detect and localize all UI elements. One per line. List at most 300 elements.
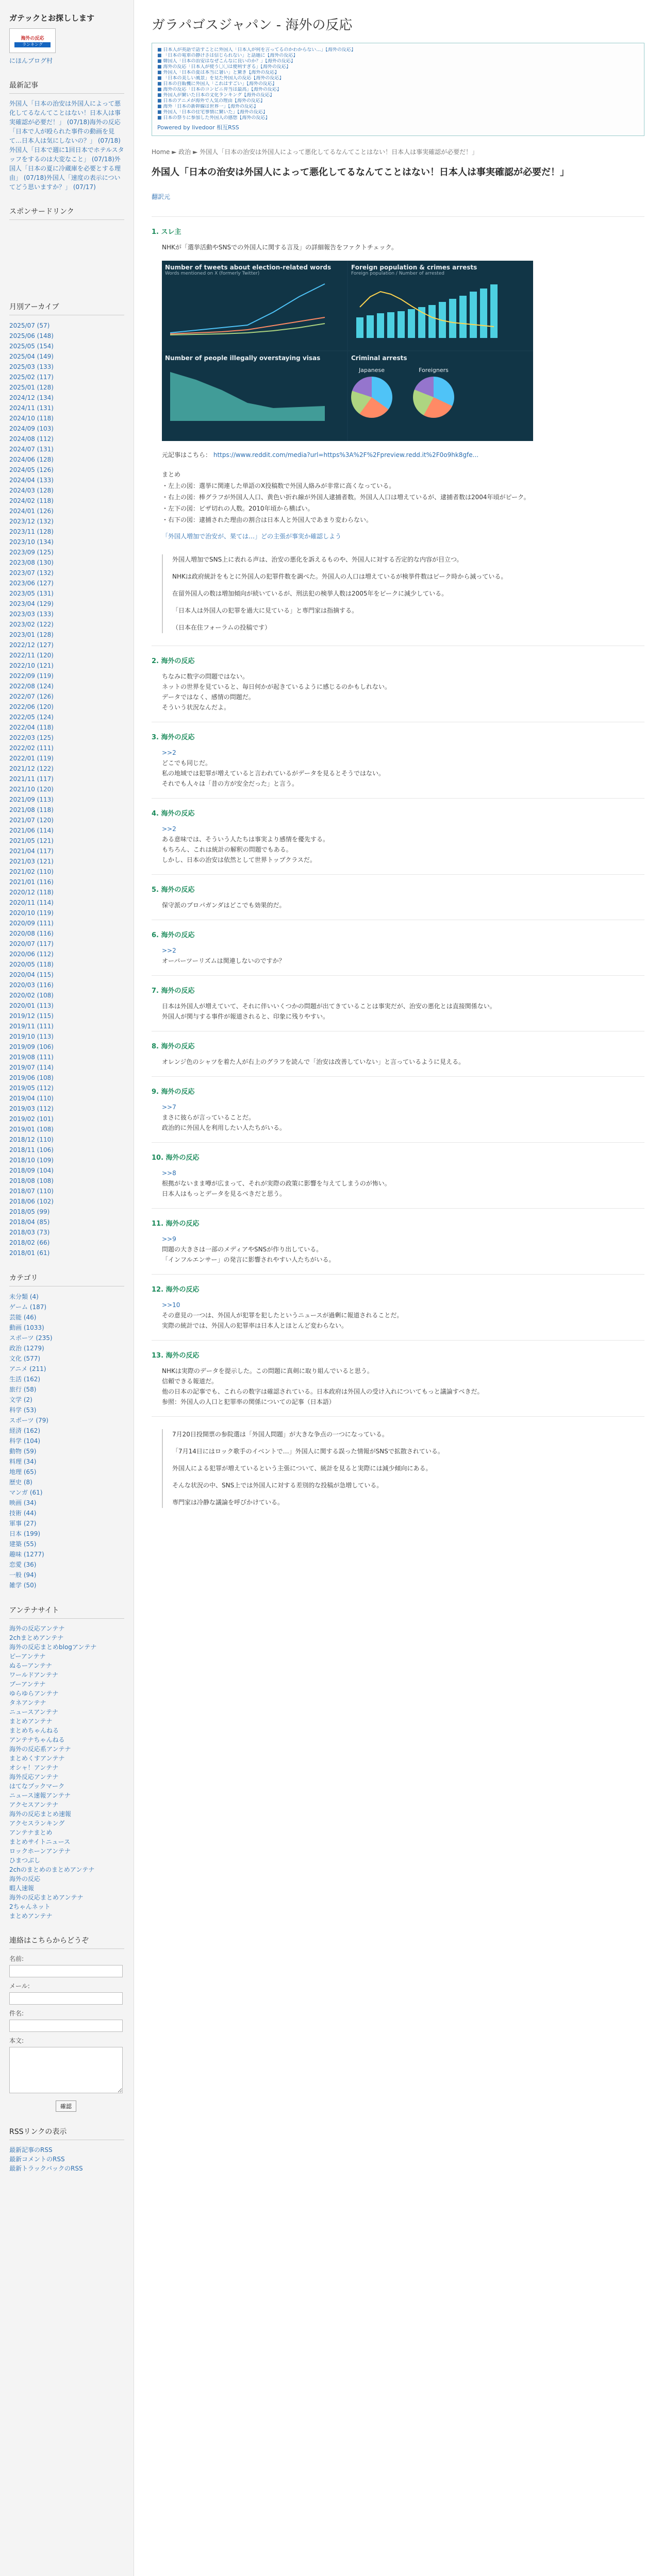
category-link[interactable]: アニメ (211) <box>9 1365 46 1372</box>
archive-link[interactable]: 2022/11 (120) <box>9 652 54 659</box>
category-link[interactable]: 軍事 (27) <box>9 1520 37 1527</box>
archive-link[interactable]: 2019/03 (112) <box>9 1105 54 1112</box>
recent-article-link[interactable]: 海外の反応「日本で人が殴られた事件の動画を見て…日本人は気にしないの？」 (07/18) <box>9 118 121 144</box>
category-link[interactable]: スポーツ (235) <box>9 1334 53 1342</box>
reply-ref-link[interactable]: >>9 <box>162 1235 176 1243</box>
comment-head: 10. 海外の反応 <box>152 1154 200 1162</box>
archive-link[interactable]: 2021/01 (116) <box>9 878 54 886</box>
ticker-item[interactable]: ■ 外国人「日本の夏は本当に暑い」と驚き【海外の反応】 <box>157 70 279 75</box>
quote-paragraph: 外国人増加でSNS上に表れる声は、治安の悪化を訴えるものや、外国人に対する否定的な内容が目立つ。 <box>172 556 463 563</box>
breadcrumb[interactable]: Home ► 政治 ► 外国人「日本の治安は外国人によって悪化してるなんてことはない！日本人は事実確認が必要だ！」 <box>152 148 478 156</box>
ticker-item[interactable]: ■ 海外「日本の新幹線は世界一」【海外の反応】 <box>157 104 258 109</box>
archive-link[interactable]: 2024/10 (118) <box>9 415 54 422</box>
comment-body <box>162 900 644 910</box>
archive-link[interactable]: 2021/03 (121) <box>9 858 54 865</box>
archive-link[interactable]: 2020/06 (112) <box>9 951 54 958</box>
archive-link[interactable]: 2024/11 (131) <box>9 404 54 412</box>
antenna-link[interactable]: ブーアンテナ <box>9 1681 46 1688</box>
quote-paragraph: （日本在住フォーラムの投稿です） <box>172 624 271 631</box>
antenna-link[interactable]: ピーアンテナ <box>9 1653 46 1660</box>
badge-label: 海外の反応 <box>21 36 44 41</box>
reply-ref-link[interactable]: >>2 <box>162 825 176 833</box>
archive-link[interactable]: 2018/10 (109) <box>9 1157 54 1164</box>
recent-article-link[interactable]: 外国人「日本の夏に冷蔵庫を必要とする理由」 (07/18) <box>9 156 121 181</box>
divider <box>152 1416 644 1417</box>
antenna-link[interactable]: オシャ！アンテナ <box>9 1764 59 1771</box>
ticker-item[interactable]: ■ 日本の自販機に外国人「これはすごい」【海外の反応】 <box>157 81 277 87</box>
archive-link[interactable]: 2023/05 (131) <box>9 590 54 597</box>
divider <box>152 1340 644 1341</box>
archive-link[interactable]: 2022/02 (111) <box>9 744 54 752</box>
category-link[interactable]: 動物 (59) <box>9 1448 37 1455</box>
quote-paragraph: NHKは政府統計をもとに外国人の犯罪件数を調べた。外国人の人口は増えているが検挙件数はピーク時から減っている。 <box>172 573 507 580</box>
quote-paragraph: 「日本人は外国人の犯罪を過大に見ている」と専門家は指摘する。 <box>172 607 358 614</box>
divider <box>152 874 644 875</box>
ticker-list <box>157 47 639 121</box>
rss-list <box>9 2145 124 2173</box>
overstay-area <box>165 362 335 423</box>
antenna-link[interactable]: アンテナちゃんねる <box>9 1736 65 1743</box>
rss-ticker <box>152 43 644 136</box>
archive-link[interactable]: 2023/07 (132) <box>9 569 54 577</box>
archive-link[interactable]: 2018/06 (102) <box>9 1198 54 1205</box>
quote-link-wrap <box>162 531 644 542</box>
category-link[interactable]: 動画 (1033) <box>9 1324 44 1331</box>
pie-japanese-icon <box>351 377 392 418</box>
archive-link[interactable]: 2025/03 (133) <box>9 363 54 370</box>
comment-head: 5. 海外の反応 <box>152 886 195 894</box>
ticker-item[interactable]: ■ 外国人が驚いた日本の文化ランキング【海外の反応】 <box>157 93 275 98</box>
archive-link[interactable]: 2022/08 (124) <box>9 683 54 690</box>
comment-line: その意見の一つは、外国人が犯罪を犯したというニュースが過剰に報道されることだ。 <box>162 1312 403 1319</box>
email-field[interactable] <box>9 1992 123 2005</box>
recent-article-link[interactable]: 外国人「日本の治安は外国人によって悪化してるなんてことはない！日本人は事実確認が必要だ！」 (07/18) <box>9 100 121 126</box>
comment-line: まさに彼らが言っていることだ。 <box>162 1114 255 1121</box>
category-link[interactable]: 科学 (53) <box>9 1406 37 1414</box>
category-link[interactable]: 歴史 (8) <box>9 1479 32 1486</box>
ticker-item[interactable]: ■ 日本の祭りに参加した外国人の感想【海外の反応】 <box>157 115 270 121</box>
comment-line: NHKは実際のデータを提示した。この問題に真剣に取り組んでいると思う。 <box>162 1367 373 1375</box>
archive-link[interactable]: 2022/07 (126) <box>9 693 54 700</box>
divider <box>152 798 644 799</box>
comment-line: 外国人が関与する事件が報道されると、印象に残りやすい。 <box>162 1013 329 1020</box>
archive-link[interactable]: 2024/09 (103) <box>9 425 54 432</box>
comment-head: 13. 海外の反応 <box>152 1352 200 1360</box>
antenna-link[interactable]: ニュースアンテナ <box>9 1708 58 1716</box>
archive-link[interactable]: 2023/08 (130) <box>9 559 54 566</box>
op-intro: NHKが「選挙活動やSNSでの外国人に関する言及」の詳細報告をファクトチェック。 <box>162 244 398 251</box>
antenna-link[interactable]: まとめアンテナ <box>9 1912 53 1920</box>
antenna-link[interactable]: まとめちゃんねる <box>9 1727 59 1734</box>
reddit-source <box>162 449 644 461</box>
comment-body <box>162 1168 644 1199</box>
badge-bar: ランキング <box>14 42 51 47</box>
form-mail-label: メール: <box>9 1982 30 1990</box>
antenna-link[interactable]: 海外の反応 <box>9 1875 41 1883</box>
summary-item: ・右下の図：逮捕された理由の割合は日本人と外国人であまり変わらない。 <box>162 516 373 523</box>
ranking-badge[interactable] <box>9 28 56 53</box>
antenna-link[interactable]: ひまつぶし <box>9 1857 41 1864</box>
category-section <box>9 1273 124 1590</box>
reddit-label: 元記事はこちら： <box>162 451 212 459</box>
antenna-link[interactable]: まとめくすアンテナ <box>9 1755 65 1762</box>
archive-title: 月別アーカイブ <box>9 301 124 315</box>
category-link[interactable]: 文化 (577) <box>9 1355 41 1362</box>
recent-article-link[interactable]: 外国人「日本で週に1回日本でホテルスタッフをするのは大変なこと」 (07/18) <box>9 146 124 163</box>
comment-head: 7. 海外の反応 <box>152 987 195 995</box>
comment-line: 保守派のプロパガンダはどこでも効果的だ。 <box>162 902 286 909</box>
category-link[interactable]: 一般 (94) <box>9 1571 37 1579</box>
summary-title: まとめ <box>162 471 181 478</box>
archive-link[interactable]: 2018/04 (85) <box>9 1218 50 1226</box>
comment-body <box>162 824 644 865</box>
long-quote-paragraph: そんな状況の中、SNS上では外国人に対する差別的な投稿が急増している。 <box>172 1482 383 1489</box>
comment-body <box>162 1001 644 1022</box>
archive-link[interactable]: 2025/06 (148) <box>9 332 54 340</box>
antenna-link[interactable]: 海外の反応アンテナ <box>9 1625 65 1632</box>
chart-foreign-title: Foreign population & crimes arrests <box>351 264 477 271</box>
comment-body <box>162 1234 644 1265</box>
archive-link[interactable]: 2022/09 (119) <box>9 672 54 680</box>
archive-link[interactable]: 2025/07 (57) <box>9 322 50 329</box>
antenna-section <box>9 1605 124 1921</box>
category-link[interactable]: ゲーム (187) <box>9 1303 47 1311</box>
archive-link[interactable]: 2019/01 (108) <box>9 1126 54 1133</box>
category-link[interactable]: スポーツ (79) <box>9 1417 48 1424</box>
archive-link[interactable]: 2018/03 (73) <box>9 1229 50 1236</box>
archive-link[interactable]: 2018/09 (104) <box>9 1167 54 1174</box>
antenna-link[interactable]: 2chのまとめのまとめアンテナ <box>9 1866 95 1873</box>
archive-link[interactable]: 2019/02 (101) <box>9 1115 54 1123</box>
divider <box>152 1208 644 1209</box>
contact-title: 連絡はこちらからどうぞ <box>9 1935 124 1949</box>
antenna-link[interactable]: 2ちゃんネット <box>9 1903 51 1910</box>
comment-head: 2. 海外の反応 <box>152 657 195 665</box>
archive-link[interactable]: 2020/01 (113) <box>9 1002 54 1009</box>
summary-item: ・左下の図：ビザ切れの人数。2010年頃から横ばい。 <box>162 505 314 512</box>
archive-link[interactable]: 2023/03 (133) <box>9 611 54 618</box>
article-title: 外国人「日本の治安は外国人によって悪化してるなんてことはない！日本人は事実確認が必要だ！」 <box>152 167 569 178</box>
recent-title: 最新記事 <box>9 80 124 94</box>
category-link[interactable]: 科学 (104) <box>9 1437 41 1445</box>
blog-village-link[interactable]: にほんブログ村 <box>9 57 53 64</box>
antenna-link[interactable]: はてなブックマーク <box>9 1783 65 1790</box>
reply-ref-link[interactable]: >>2 <box>162 947 176 954</box>
antenna-title: アンテナサイト <box>9 1605 124 1619</box>
archive-link[interactable]: 2023/11 (128) <box>9 528 54 535</box>
archive-link[interactable]: 2024/04 (133) <box>9 477 54 484</box>
long-quote-block <box>162 1429 644 1508</box>
archive-link[interactable]: 2024/05 (126) <box>9 466 54 473</box>
rss-link[interactable]: 最新コメントのRSS <box>9 2156 65 2163</box>
recent-article-link[interactable]: 外国人「速度の表示についてどう思いますか？」 (07/17) <box>9 174 121 191</box>
recommend-title: ガテックとお探しします <box>9 13 95 23</box>
archive-link[interactable]: 2022/10 (121) <box>9 662 54 669</box>
archive-link[interactable]: 2021/11 (117) <box>9 775 54 783</box>
archive-link[interactable]: 2025/01 (128) <box>9 384 54 391</box>
translator-link[interactable]: 翻訳元 <box>152 193 171 200</box>
archive-link[interactable]: 2019/05 (112) <box>9 1084 54 1092</box>
archive-link[interactable]: 2019/11 (111) <box>9 1023 54 1030</box>
ticker-item[interactable]: ■ 韓国人「日本の治安はなぜこんなに良いのか？」【海外の反応】 <box>157 59 295 64</box>
category-link[interactable]: 映画 (34) <box>9 1499 37 1506</box>
comment-line: 参照：外国人の人口と犯罪率の関係についての記事（日本語） <box>162 1398 335 1405</box>
archive-link[interactable]: 2023/04 (129) <box>9 600 54 607</box>
foreign-bars <box>351 276 521 338</box>
archive-link[interactable]: 2021/08 (118) <box>9 806 54 814</box>
antenna-link[interactable]: ワールドアンテナ <box>9 1671 58 1679</box>
archive-link[interactable]: 2019/10 (113) <box>9 1033 54 1040</box>
rss-title: RSSリンクの表示 <box>9 2126 124 2140</box>
long-quote-paragraph: 7月20日投開票の参院選は「外国人問題」が大きな争点の一つになっている。 <box>172 1431 388 1438</box>
reply-ref-link[interactable]: >>7 <box>162 1104 176 1111</box>
archive-link[interactable]: 2018/12 (110) <box>9 1136 54 1143</box>
antenna-link[interactable]: ニュース速報アンテナ <box>9 1792 71 1799</box>
category-link[interactable]: 文学 (2) <box>9 1396 32 1403</box>
archive-link[interactable]: 2024/01 (126) <box>9 507 54 515</box>
antenna-link[interactable]: アクセスランキング <box>9 1820 65 1827</box>
category-link[interactable]: 雑学 (50) <box>9 1582 37 1589</box>
comment-head: 11. 海外の反応 <box>152 1220 200 1228</box>
chart-overstay <box>162 351 347 441</box>
archive-link[interactable]: 2020/02 (108) <box>9 992 54 999</box>
antenna-link[interactable]: 海外の反応まとめ速報 <box>9 1810 72 1818</box>
archive-link[interactable]: 2018/02 (66) <box>9 1239 50 1246</box>
archive-link[interactable]: 2023/10 (134) <box>9 538 54 546</box>
archive-link[interactable]: 2018/08 (108) <box>9 1177 54 1184</box>
archive-link[interactable]: 2021/07 (120) <box>9 817 54 824</box>
chart-overstay-title: Number of people illegally overstaying visas <box>165 354 321 362</box>
antenna-link[interactable]: 海外の反応系アンテナ <box>9 1745 71 1753</box>
comment-body <box>162 1300 644 1331</box>
antenna-link[interactable]: ゆらゆらアンテナ <box>9 1690 59 1697</box>
comment-head: 4. 海外の反応 <box>152 810 195 818</box>
summary <box>162 469 644 526</box>
pie-foreigners <box>413 367 454 418</box>
comment-body <box>162 945 644 966</box>
comment-line: ちなみに数字の問題ではない。 <box>162 673 249 680</box>
category-link[interactable]: 旅行 (58) <box>9 1386 37 1393</box>
category-link[interactable]: 生活 (162) <box>9 1376 41 1383</box>
name-field[interactable] <box>9 1965 123 1977</box>
antenna-link[interactable]: 暇人速報 <box>9 1885 35 1892</box>
divider <box>152 1142 644 1143</box>
archive-link[interactable]: 2020/07 (117) <box>9 940 54 947</box>
archive-link[interactable]: 2021/09 (113) <box>9 796 54 803</box>
archive-link[interactable]: 2023/01 (128) <box>9 631 54 638</box>
archive-link[interactable]: 2022/01 (119) <box>9 755 54 762</box>
archive-link[interactable]: 2020/03 (116) <box>9 981 54 989</box>
comment-line: それでも人々は「昔の方が安全だった」と言う。 <box>162 780 299 787</box>
ticker-item[interactable]: ■ 海外の反応「日本のコンビニ弁当は最高」【海外の反応】 <box>157 87 282 92</box>
archive-link[interactable]: 2019/06 (108) <box>9 1074 54 1081</box>
antenna-link[interactable]: 海外反応アンテナ <box>9 1773 59 1781</box>
divider <box>152 975 644 976</box>
archive-section <box>9 301 124 1258</box>
antenna-link[interactable]: 2chまとめアンテナ <box>9 1634 64 1641</box>
archive-link[interactable]: 2023/12 (132) <box>9 518 54 525</box>
category-link[interactable]: 趣味 (1277) <box>9 1551 44 1558</box>
chart-tweets-title: Number of tweets about election-related words <box>165 264 332 271</box>
archive-link[interactable]: 2022/03 (125) <box>9 734 54 741</box>
comment-line: 実際の統計では、外国人の犯罪率は日本人とほとんど変わらない。 <box>162 1322 348 1329</box>
comment-line: しかし、日本の治安は依然として世界トップクラスだ。 <box>162 856 316 863</box>
chart-arrests <box>348 351 533 441</box>
archive-link[interactable]: 2021/02 (110) <box>9 868 54 875</box>
chart-foreign-sub: Foreign population / Number of arrested <box>351 271 444 276</box>
archive-link[interactable]: 2024/06 (128) <box>9 456 54 463</box>
category-link[interactable]: 日本 (199) <box>9 1530 41 1537</box>
rss-link[interactable]: 最新記事のRSS <box>9 2146 53 2154</box>
archive-link[interactable]: 2025/05 (154) <box>9 343 54 350</box>
archive-link[interactable]: 2018/07 (110) <box>9 1188 54 1195</box>
powered-by[interactable]: Powered by livedoor 相互RSS <box>157 124 239 131</box>
antenna-link[interactable]: タネアンテナ <box>9 1699 46 1706</box>
ticker-item[interactable]: ■ 外国人「日本の住宅事情に驚いた」【海外の反応】 <box>157 110 268 115</box>
form-name-label: 名前: <box>9 1955 24 1962</box>
archive-link[interactable]: 2021/10 (120) <box>9 786 54 793</box>
archive-list <box>9 320 124 1258</box>
antenna-link[interactable]: ぬるーアンテナ <box>9 1662 52 1669</box>
subject-field[interactable] <box>9 2020 123 2032</box>
archive-link[interactable]: 2024/02 (118) <box>9 497 54 504</box>
arrest-pies <box>351 367 530 418</box>
archive-link[interactable]: 2020/04 (115) <box>9 971 54 978</box>
body-field[interactable] <box>9 2047 123 2093</box>
ticker-item[interactable]: ■ 日本のアニメが海外で人気の理由【海外の反応】 <box>157 98 265 104</box>
category-link[interactable]: 料理 (34) <box>9 1458 37 1465</box>
category-link[interactable]: 政治 (1279) <box>9 1345 44 1352</box>
antenna-link[interactable]: ロックホーンアンテナ <box>9 1848 71 1855</box>
op-head: 1. スレ主 <box>152 228 181 236</box>
archive-link[interactable]: 2020/09 (111) <box>9 920 54 927</box>
archive-link[interactable]: 2023/02 (122) <box>9 621 54 628</box>
category-link[interactable]: 芸能 (46) <box>9 1314 37 1321</box>
archive-link[interactable]: 2019/08 (111) <box>9 1054 54 1061</box>
comment-line: 根拠がないまま噂が広まって、それが実際の政策に影響を与えてしまうのが怖い。 <box>162 1180 391 1187</box>
archive-link[interactable]: 2019/04 (110) <box>9 1095 54 1102</box>
comment-line: データではなく、感情の問題だ。 <box>162 693 255 701</box>
antenna-link[interactable]: アクセスアンテナ <box>9 1801 59 1808</box>
divider <box>152 1274 644 1275</box>
archive-link[interactable]: 2022/12 (127) <box>9 641 54 649</box>
archive-link[interactable]: 2021/04 (117) <box>9 848 54 855</box>
archive-link[interactable]: 2020/12 (118) <box>9 889 54 896</box>
quote-link[interactable]: 「外国人増加で治安が、果ては…」どの主張が事実か確認しよう <box>162 533 342 540</box>
sponsored-title: スポンサードリンク <box>9 206 124 220</box>
reddit-url[interactable]: https://www.reddit.com/media?url=https%3A%2F%2Fpreview.redd.it%2F0o9hk8gfe... <box>213 451 479 459</box>
comment-head: 12. 海外の反応 <box>152 1286 200 1294</box>
category-link[interactable]: 未分類 (4) <box>9 1293 39 1300</box>
archive-link[interactable]: 2025/02 (117) <box>9 374 54 381</box>
rss-link[interactable]: 最新トラックバックのRSS <box>9 2165 83 2172</box>
long-quote-paragraph: 「7月14日にはロック歌手のイベントで…」外国人に関する誤った情報がSNSで拡散されている。 <box>172 1448 444 1455</box>
archive-link[interactable]: 2024/07 (131) <box>9 446 54 453</box>
nhk-chart-image <box>162 261 533 441</box>
archive-link[interactable]: 2020/11 (114) <box>9 899 54 906</box>
category-link[interactable]: 地理 (65) <box>9 1468 37 1476</box>
archive-link[interactable]: 2021/06 (114) <box>9 827 54 834</box>
category-link[interactable]: 技術 (44) <box>9 1510 37 1517</box>
comment-line: ある意味では、そういう人たちは事実より感情を優先する。 <box>162 836 329 843</box>
long-quote-paragraph: 外国人による犯罪が増えているという主張について、統計を見ると実際には減少傾向にある。 <box>172 1465 432 1472</box>
antenna-link[interactable]: 海外の反応まとめアンテナ <box>9 1894 84 1901</box>
tweets-lines <box>165 276 335 338</box>
archive-link[interactable]: 2019/12 (115) <box>9 1012 54 1020</box>
comment-body <box>162 1366 644 1407</box>
reply-ref-link[interactable]: >>10 <box>162 1301 180 1309</box>
comment-body <box>162 748 644 789</box>
submit-button[interactable]: 確認 <box>56 2100 76 2112</box>
quote-paragraph: 在留外国人の数は増加傾向が続いているが、刑法犯の検挙人数は2005年をピークに減少している。 <box>172 590 448 597</box>
archive-link[interactable]: 2025/04 (149) <box>9 353 54 360</box>
archive-link[interactable]: 2018/01 (61) <box>9 1249 50 1257</box>
archive-link[interactable]: 2018/11 (106) <box>9 1146 54 1154</box>
nhk-quote-block <box>162 554 644 633</box>
category-link[interactable]: 恋愛 (36) <box>9 1561 37 1568</box>
archive-link[interactable]: 2020/08 (116) <box>9 930 54 937</box>
archive-link[interactable]: 2022/04 (118) <box>9 724 54 731</box>
contact-section <box>9 1935 124 2112</box>
comment-head: 3. 海外の反応 <box>152 734 195 741</box>
antenna-link[interactable]: まとめサイトニュース <box>9 1838 71 1845</box>
comment-list <box>152 655 644 1417</box>
site-title[interactable]: ガラパゴスジャパン - 海外の反応 <box>152 18 353 33</box>
pie-japanese <box>351 367 392 418</box>
ticker-item[interactable]: ■ 「日本の電車の静けさは信じられない」と話題に【海外の反応】 <box>157 53 298 58</box>
archive-link[interactable]: 2021/05 (121) <box>9 837 54 844</box>
antenna-link[interactable]: アンテナまとめ <box>9 1829 53 1836</box>
comment-line: 他の日本の記事でも、これらの数字は確認されている。日本政府は外国人の受け入れについてもっと議論すべきだ。 <box>162 1388 484 1395</box>
main-content <box>134 0 662 2576</box>
pie-foreigners-label: Foreigners <box>419 367 449 374</box>
comment-line: 政治的に外国人を利用したい人たちがいる。 <box>162 1124 286 1131</box>
archive-link[interactable]: 2022/06 (120) <box>9 703 54 710</box>
chart-arrests-title: Criminal arrests <box>351 354 407 362</box>
archive-link[interactable]: 2021/12 (122) <box>9 765 54 772</box>
sponsored-section <box>9 206 124 287</box>
archive-link[interactable]: 2019/07 (114) <box>9 1064 54 1071</box>
category-list <box>9 1292 124 1590</box>
long-quote-paragraph: 専門家は冷静な議論を呼びかけている。 <box>172 1499 284 1506</box>
ticker-item[interactable]: ■ 海外の反応「日本人が使う〇〇は便利すぎる」【海外の反応】 <box>157 64 291 70</box>
archive-link[interactable]: 2024/12 (134) <box>9 394 54 401</box>
ticker-item[interactable]: ■ 「日本の美しい風景」を見た外国人の反応【海外の反応】 <box>157 76 284 81</box>
antenna-list <box>9 1624 124 1921</box>
reply-ref-link[interactable]: >>8 <box>162 1170 176 1177</box>
archive-link[interactable]: 2024/03 (128) <box>9 487 54 494</box>
ticker-item[interactable]: ■ 日本人が英語で話すことに外国人「日本人が何を言ってるのかわからない…」【海外の反応】 <box>157 47 356 53</box>
archive-link[interactable]: 2020/05 (118) <box>9 961 54 968</box>
category-link[interactable]: 経済 (162) <box>9 1427 41 1434</box>
archive-link[interactable]: 2023/09 (125) <box>9 549 54 556</box>
reply-ref-link[interactable]: >>2 <box>162 749 176 756</box>
archive-link[interactable]: 2018/05 (99) <box>9 1208 50 1215</box>
category-link[interactable]: マンガ (61) <box>9 1489 43 1496</box>
archive-link[interactable]: 2024/08 (112) <box>9 435 54 443</box>
antenna-link[interactable]: 海外の反応まとめblogアンテナ <box>9 1643 97 1651</box>
summary-item: ・右上の図：棒グラフが外国人人口、黄色い折れ線が外国人逮捕者数。外国人人口は増えているが、逮捕者数は2004年頃がピーク。 <box>162 494 530 501</box>
comment-line: 私の地域では犯罪が増えていると言われているがデータを見るとそうではない。 <box>162 770 385 777</box>
archive-link[interactable]: 2019/09 (106) <box>9 1043 54 1050</box>
archive-link[interactable]: 2022/05 (124) <box>9 714 54 721</box>
archive-link[interactable]: 2023/06 (127) <box>9 580 54 587</box>
comment-line: 信頼できる報道だ。 <box>162 1378 218 1385</box>
category-link[interactable]: 建築 (55) <box>9 1540 37 1548</box>
archive-link[interactable]: 2020/10 (119) <box>9 909 54 917</box>
comment-head: 9. 海外の反応 <box>152 1088 195 1096</box>
antenna-link[interactable]: まとめアンテナ <box>9 1718 53 1725</box>
